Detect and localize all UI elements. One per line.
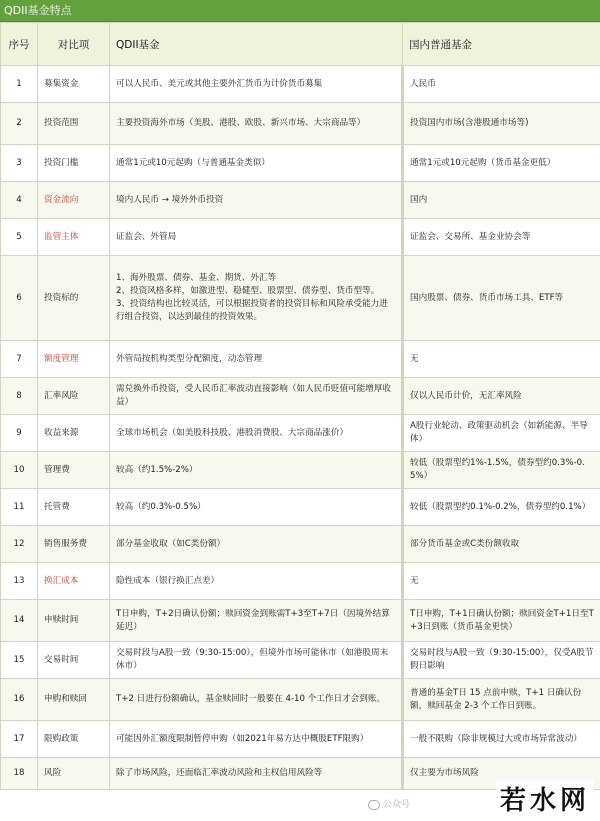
row-number: 13 [1,563,38,600]
header-domestic: 国内普通基金 [403,23,600,66]
row-item: 申购和赎回 [38,679,110,721]
table-row [1,256,600,341]
row-number: 7 [1,341,38,378]
header-row [1,23,600,66]
site-logo: 若水网 [496,780,594,817]
row-item: 募集资金 [38,66,110,103]
row-qdii: 较高（约0.3%-0.5%） [110,489,403,526]
row-qdii: 外管局按机构类型分配额度，动态管理 [110,341,403,378]
row-domestic: 投资国内市场(含港股通市场等) [403,103,600,145]
row-item: 管理费 [38,452,110,489]
table-title: QDII基金特点 [0,0,600,22]
table-row [1,378,600,415]
row-number: 1 [1,66,38,103]
row-domestic: T日申购，T+1日确认份额；赎回资金T+1日至T+3日到账（货币基金更快） [403,600,600,642]
row-item: 资金流向 [38,182,110,219]
row-qdii: 较高（约1.5%-2%） [110,452,403,489]
table-row [1,341,600,378]
row-domestic: 较低（股票型约1%-1.5%，债券型约0.3%-0.5%） [403,452,600,489]
wechat-icon [368,800,380,810]
row-item: 收益来源 [38,415,110,452]
table-row [1,145,600,182]
row-qdii: 通常1元或10元起购（与普通基金类似） [110,145,403,182]
row-domestic: 无 [403,341,600,378]
row-number: 9 [1,415,38,452]
row-number: 6 [1,256,38,341]
row-item: 投资门槛 [38,145,110,182]
row-domestic: 无 [403,563,600,600]
row-number: 14 [1,600,38,642]
row-number: 17 [1,721,38,758]
row-number: 12 [1,526,38,563]
row-number: 16 [1,679,38,721]
row-number: 10 [1,452,38,489]
row-item: 托管费 [38,489,110,526]
row-domestic: 通常1元或10元起购（货币基金更低） [403,145,600,182]
table-row [1,563,600,600]
table-row [1,721,600,758]
row-qdii: 1、海外股票、债券、基金、期货、外汇等 2、投资风格多样，如激进型、稳健型、股票型、债券型、货币型等。 3、投资结构也比较灵活，可以根据投资者的投资目标和风险承受能力进行组合投资，以达到最佳的投资效果。 [110,256,403,341]
row-domestic: 仅以人民币计价，无汇率风险 [403,378,600,415]
header-no: 序号 [1,23,38,66]
row-number: 5 [1,219,38,256]
table-row [1,489,600,526]
row-number: 3 [1,145,38,182]
table-row [1,182,600,219]
row-number: 4 [1,182,38,219]
table-row [1,452,600,489]
row-domestic: 一般不限购（除非规模过大或市场异常波动） [403,721,600,758]
row-qdii: 部分基金收取（如C类份额） [110,526,403,563]
row-qdii: 隐性成本（银行换汇点差） [110,563,403,600]
header-qdii: QDII基金 [110,23,403,66]
row-number: 15 [1,642,38,679]
table-row [1,600,600,642]
row-item: 限购政策 [38,721,110,758]
table-row [1,103,600,145]
row-number: 2 [1,103,38,145]
table-row [1,219,600,256]
row-qdii: T日申购，T+2日确认份额；赎回资金到账需T+3至T+7日（因境外结算延迟） [110,600,403,642]
row-domestic: 国内股票、债券、货币市场工具、ETF等 [403,256,600,341]
row-qdii: 除了市场风险，还面临汇率波动风险和主权信用风险等 [110,758,403,790]
row-item: 汇率风险 [38,378,110,415]
row-domestic: 交易时段与A股一致（9:30-15:00），仅受A股节假日影响 [403,642,600,679]
row-domestic: 部分货币基金或C类份额收取 [403,526,600,563]
row-qdii: 主要投资海外市场（美股、港股、欧股、新兴市场、大宗商品等） [110,103,403,145]
row-qdii: 需兑换外币投资，受人民币汇率波动直接影响（如人民币贬值可能增厚收益） [110,378,403,415]
row-domestic: 国内 [403,182,600,219]
row-domestic: 人民币 [403,66,600,103]
row-domestic: 普通的基金T日 15 点前申赎，T+1 日确认份额，赎回基金 2-3 个工作日到账。 [403,679,600,721]
row-qdii: T+2 日进行份额确认，基金赎回时一般要在 4-10 个工作日才会到账。 [110,679,403,721]
row-domestic: 证监会、交易所、基金业协会等 [403,219,600,256]
row-domestic: 仅主要为市场风险 [403,758,600,790]
row-number: 18 [1,758,38,790]
row-qdii: 全球市场机会（如美股科技股、港股消费股、大宗商品涨价） [110,415,403,452]
table-row [1,679,600,721]
row-item: 投资标的 [38,256,110,341]
table-row [1,66,600,103]
row-item: 投资范围 [38,103,110,145]
row-item: 销售服务费 [38,526,110,563]
header-item: 对比项 [38,23,110,66]
table-row [1,642,600,679]
row-qdii: 证监会、外管局 [110,219,403,256]
row-qdii: 交易时段与A股一致（9:30-15:00），但境外市场可能休市（如港股周末休市） [110,642,403,679]
row-item: 监管主体 [38,219,110,256]
row-number: 8 [1,378,38,415]
table-row [1,526,600,563]
row-qdii: 境内人民币 → 境外外币投资 [110,182,403,219]
row-item: 风险 [38,758,110,790]
row-item: 申赎时间 [38,600,110,642]
comparison-table [0,22,600,790]
row-domestic: 较低（股票型约0.1%-0.2%，债券型约0.1%） [403,489,600,526]
row-qdii: 可以人民币、美元或其他主要外汇货币为计价货币募集 [110,66,403,103]
row-item: 交易时间 [38,642,110,679]
row-item: 换汇成本 [38,563,110,600]
table-row [1,415,600,452]
row-qdii: 可能因外汇额度限制暂停申购（如2021年易方达中概股ETF限购） [110,721,403,758]
row-domestic: A股行业轮动、政策驱动机会（如新能源、半导体） [403,415,600,452]
watermark: 公众号 [368,797,410,810]
row-item: 额度管理 [38,341,110,378]
row-number: 11 [1,489,38,526]
